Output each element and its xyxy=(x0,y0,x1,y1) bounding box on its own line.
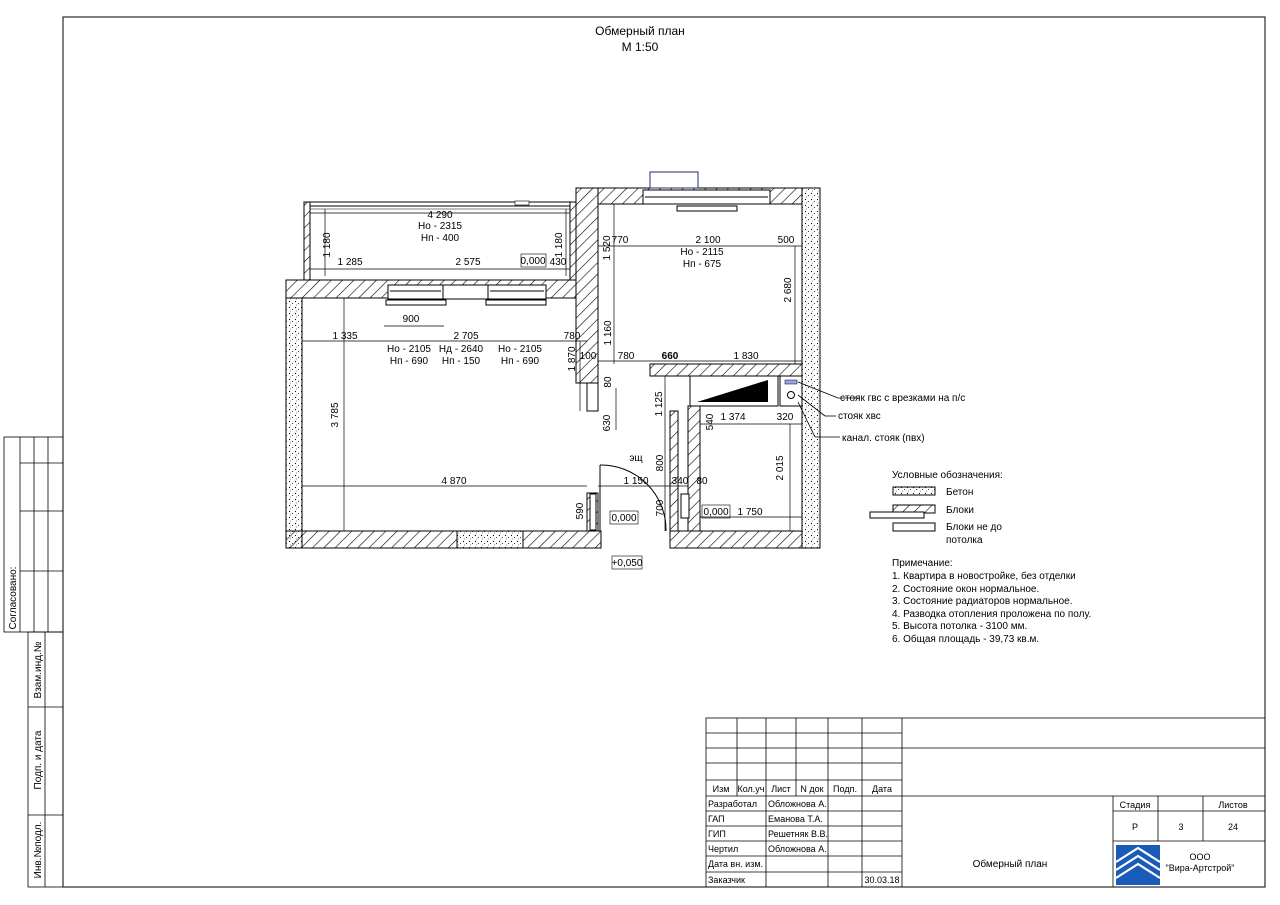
dim-4870: 4 870 xyxy=(441,476,467,487)
kitchen-right-wall xyxy=(802,188,820,548)
label-esch: эщ xyxy=(629,453,643,464)
dim-1125: 1 125 xyxy=(654,391,665,417)
balcony-right-wall xyxy=(570,202,576,280)
tb-name-2: Решетняк В.В. xyxy=(768,829,828,839)
window-2 xyxy=(488,285,546,299)
dim-1870: 1 870 xyxy=(567,346,578,372)
drawing-scale: М 1:50 xyxy=(621,40,659,54)
stamp-inv-vzam: Взам.инд.№ xyxy=(33,641,44,699)
room-partition-low xyxy=(587,383,598,411)
balcony-left-wall xyxy=(304,202,310,280)
tb-role-5: Заказчик xyxy=(708,875,745,885)
dim-balcony-hp: Нп - 400 xyxy=(420,233,460,244)
bath-left-wall xyxy=(670,411,678,531)
dim-770: 770 xyxy=(611,235,629,246)
bath-door xyxy=(681,494,689,518)
level-entry: +0,050 xyxy=(611,558,643,569)
dim-590: 590 xyxy=(575,502,586,520)
dim-1335: 1 335 xyxy=(332,331,358,342)
room-bottom-concrete xyxy=(457,531,523,548)
stamp-sign-date: Подп. и дата xyxy=(33,730,44,790)
bath-shaft-wall xyxy=(688,406,700,531)
dim-balcony-right: 1 180 xyxy=(554,232,565,258)
window2-hp: Нп - 690 xyxy=(500,356,540,367)
dim-1520: 1 520 xyxy=(602,235,613,261)
ventilation-box xyxy=(650,172,698,188)
level-bath: 0,000 xyxy=(703,507,729,518)
legend-blocks-label: Блоки xyxy=(946,505,974,516)
kitchen-bath-wall xyxy=(650,364,802,376)
note-1: 1. Квартира в новостройке, без отделки xyxy=(892,571,1076,582)
dim-balcony-width: 4 290 xyxy=(427,210,453,221)
kitchen-radiator xyxy=(677,206,737,211)
door-room xyxy=(590,494,596,530)
door-balcony xyxy=(443,285,488,299)
dim-660: 660 xyxy=(661,351,679,362)
dim-3785: 3 785 xyxy=(330,402,341,428)
riser-hot xyxy=(785,380,797,384)
company-logo-icon xyxy=(1116,845,1160,885)
note-6: 6. Общая площадь - 39,73 кв.м. xyxy=(892,634,1040,645)
kitchen-ho: Но - 2115 xyxy=(680,247,724,258)
bath-bottom-wall xyxy=(670,531,802,548)
tb-role-2: ГИП xyxy=(708,829,726,839)
notes xyxy=(892,558,1091,645)
tb-sheets: 24 xyxy=(1227,822,1239,832)
radiator-1 xyxy=(386,300,446,305)
riser-hot-label: стояк гвс с врезками на п/с xyxy=(840,393,966,404)
balcony-glazing-mark xyxy=(515,201,529,205)
tb-date-5: 30.03.18 xyxy=(864,875,900,885)
dim-780b: 780 xyxy=(617,351,635,362)
legend-concrete-label: Бетон xyxy=(946,487,974,498)
tb-name-1: Еманова Т.А. xyxy=(768,814,823,824)
room-left-wall xyxy=(286,298,302,548)
notes-title: Примечание: xyxy=(892,558,953,569)
tb-drawing-name: Обмерный план xyxy=(972,859,1048,870)
dim-1285: 1 285 xyxy=(337,257,363,268)
legend xyxy=(870,469,1003,546)
dim-340: 340 xyxy=(671,476,689,487)
riser-cold-label: стояк хвс xyxy=(838,411,881,422)
window-1 xyxy=(388,285,443,299)
dim-700: 700 xyxy=(655,499,666,517)
tb-role-3: Чертил xyxy=(708,844,739,854)
legend-title: Условные обозначения: xyxy=(892,470,1003,481)
tb-header-kol: Кол.уч xyxy=(737,784,765,794)
dim-1374: 1 374 xyxy=(720,412,746,423)
window2-ho: Но - 2105 xyxy=(498,344,542,355)
dim-80a: 80 xyxy=(603,376,614,388)
dim-500: 500 xyxy=(777,235,795,246)
note-3: 3. Состояние радиаторов нормальное. xyxy=(892,596,1073,607)
dim-2100: 2 100 xyxy=(695,235,721,246)
tb-role-1: ГАП xyxy=(708,814,725,824)
tb-role-4: Дата вн. изм. xyxy=(708,859,764,869)
dim-800: 800 xyxy=(655,454,666,472)
dim-2705: 2 705 xyxy=(453,331,479,342)
dim-balcony-ho: Но - 2315 xyxy=(418,221,462,232)
riser-cold xyxy=(788,392,795,399)
door-hd: Нд - 2640 xyxy=(438,344,484,355)
dim-320: 320 xyxy=(776,412,794,423)
dim-1750: 1 750 xyxy=(737,507,763,518)
dim-2575: 2 575 xyxy=(455,257,481,268)
window1-hp: Нп - 690 xyxy=(389,356,429,367)
note-4: 4. Разводка отопления проложена по полу. xyxy=(892,609,1092,620)
level-balcony: 0,000 xyxy=(520,256,546,267)
legend-partial-label-2: потолка xyxy=(946,535,983,546)
tb-header-data: Дата xyxy=(872,784,892,794)
legend-partial-swatch xyxy=(893,523,935,531)
note-2: 2. Состояние окон нормальное. xyxy=(892,584,1040,595)
dim-2680: 2 680 xyxy=(783,277,794,303)
door-hp: Нп - 150 xyxy=(441,356,481,367)
tb-stage-label: Стадия xyxy=(1119,800,1151,810)
tb-company-1: ООО xyxy=(1189,852,1211,862)
dim-1150: 1 150 xyxy=(623,476,649,487)
tb-name-0: Обложнова А. xyxy=(768,799,827,809)
radiator-2 xyxy=(486,300,546,305)
dim-900: 900 xyxy=(402,314,420,325)
room-bottom-wall xyxy=(286,531,601,548)
dim-80b: 80 xyxy=(696,476,708,487)
dim-1830: 1 830 xyxy=(733,351,759,362)
floor-plan xyxy=(286,172,965,569)
stamp-inv-podl: Инв.№подл. xyxy=(33,821,44,879)
riser-sewer-label: канал. стояк (пвх) xyxy=(842,433,925,444)
dim-540: 540 xyxy=(705,413,716,431)
window1-ho: Но - 2105 xyxy=(387,344,431,355)
tb-company-2: "Вира-Артстрой" xyxy=(1165,863,1235,873)
tb-header-ndok: N док xyxy=(800,784,824,794)
level-room: 0,000 xyxy=(611,513,637,524)
tb-header-izm: Изм xyxy=(712,784,730,794)
dim-balcony-left: 1 180 xyxy=(322,232,333,258)
kitchen-hp: Нп - 675 xyxy=(682,259,722,270)
tb-header-list: Лист xyxy=(771,784,791,794)
tb-sheet: 3 xyxy=(1178,822,1184,832)
tb-header-podp: Подп. xyxy=(833,784,857,794)
stamp-agreed: Согласовано: xyxy=(8,566,19,630)
dim-630: 630 xyxy=(602,414,613,432)
dim-780a: 780 xyxy=(563,331,581,342)
dim-2015: 2 015 xyxy=(775,455,786,481)
tb-role-0: Разработал xyxy=(708,799,757,809)
sheet-frame xyxy=(63,17,1265,887)
note-5: 5. Высота потолка - 3100 мм. xyxy=(892,621,1028,632)
tb-name-3: Обложнова А. xyxy=(768,844,827,854)
tb-stage: Р xyxy=(1131,822,1139,832)
legend-concrete-swatch xyxy=(893,487,935,495)
dim-430: 430 xyxy=(549,257,567,268)
dim-100: 100 xyxy=(579,351,597,362)
tb-sheets-label: Листов xyxy=(1218,800,1248,810)
dim-1160: 1 160 xyxy=(603,320,614,346)
legend-partial-label-1: Блоки не до xyxy=(946,522,1002,533)
drawing-title: Обмерный план xyxy=(595,24,685,38)
